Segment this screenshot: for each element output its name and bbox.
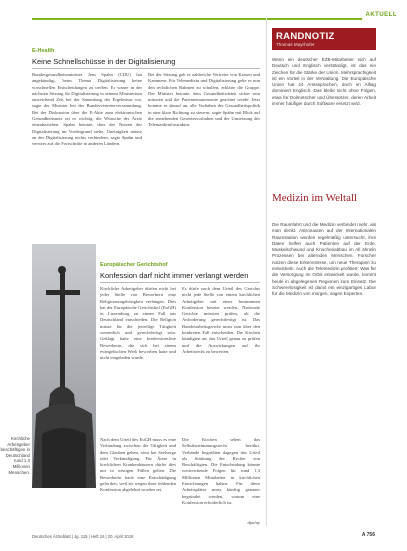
article2-kicker: Europäischer Gerichtshof [100, 262, 168, 268]
page-number: A 756 [361, 532, 375, 538]
randnotiz-box [272, 28, 376, 50]
article2-bottom-column-2: Die Kirchen sehen das Selbstbestimmungsrecht berührt. Verbände begrüßten dagegen das Urteil als Stärkung der Rechte von Beschäftigten. Die Entscheidung könnte weitreichende Folgen für rund 1,3 Millionen Mitarbeiter in kirchlichen Einrichtungen haben. Für diese Arbeitsplätze muss künftig genauer begründet werden, warum eine Konfession erforderlich ist. [182, 437, 260, 505]
article1-column-2: Bei der Sitzung gab es zahlreiche Vertreter von Kassen und Kammern. Für Telemedizin und Digitalisierung gelte es nun den rechtlichen Rahmen zu schaffen, erklärte die Gruppe. Der Minister betonte, dass Gesundheitsdaten sicher sein müssten und die Patientenautonomie geachtet werde. Jetzt komme es darauf an, alle Vorhaben der Gesundheitspolitik in eine klare Richtung zu steuern, sagte Spahn mit Blick auf die anstehenden Gesetzesvorhaben und die Umsetzung der Telematikinfrastruktur. [148, 72, 260, 128]
sidebar-article-body: Die Raumfahrt und die Medizin verbindet mehr, als man denkt. Astronauten auf der Internationalen Raumstation werden regelmäßig untersucht, ihre Daten helfen auch Patienten auf der Erde. Muskelschwund und Knochenabbau im All ähneln Prozessen bei alternden Menschen. Forscher nutzen diese Erkenntnisse, um neue Therapien zu entwickeln. Auch die Telemedizin profitiert: Was für die Versorgung im Orbit entwickelt wurde, kommt heute in abgelegenen Regionen zum Einsatz. Die Schwerelosigkeit ist damit ein einzigartiges Labor für die Medizin von morgen, sagen Experten. [272, 222, 376, 297]
article2-byline: dpa/ay [247, 520, 260, 525]
article2-bottom-column-1: Nach dem Urteil des EuGH muss es eine Verbindung zwischen der Tätigkeit und dem Glauben geben, etwa bei Seelsorge oder Verkündigung. Für Ärzte in kirchlichen Krankenhäusern dürfte dies nur in wenigen Fällen gelten. Die Bewerberin hatte eine Entschädigung gefordert, weil sie wegen ihrer fehlenden Konfession abgelehnt worden sei. [100, 437, 176, 493]
footer-journal: Deutsches Ärzteblatt | Jg. 115 | Heft 16 | 20. April 2018 [32, 534, 134, 539]
article2-rule [100, 282, 260, 283]
randnotiz-body: Wenn ein deutscher EZB-Mitarbeiter sich auf Deutsch und Englisch verständigt, ist das ein Zeichen für die Stärke der Union. Mehrsprachigkeit ist ein Vorteil in der Verwaltung. Die Europäische Union hat 24 Amtssprachen, doch im Alltag dominiert Englisch. Das bleibt nicht ohne Folgen, etwa für Dolmetscher und Übersetzer, deren Arbeit immer häufiger durch Software ersetzt wird. [272, 57, 376, 107]
article1-rule [32, 68, 260, 69]
randnotiz-author: Thomas Mayrhofer [276, 42, 315, 47]
article1-headline[interactable]: Keine Schnellschüsse in der Digitalisierung [32, 57, 176, 66]
article2-headline[interactable]: Konfession darf nicht immer verlangt werden [100, 271, 249, 280]
article1-column-1: Bundesgesundheitsminister Jens Spahn (CDU) hat angekündigt, beim Thema Digitalisierung keine vorschnellen Entscheidungen zu treffen. Er warne in der nächsten Sitzung für Digitalisierung in seinem Ministerium ausreichend Zeit bei der Sammlung der Ergebnisse vor, sagte der Minister bei der Bundesvertreterversammlung. Bei der Diskussion über die E-Akte zum elektronischen Gesundheitsnetz sei es wichtig, die Wünsche der Ärzte einzubeziehen. Spahn betonte, dass der Nutzen der Digitalisierung im Vordergrund stehe. Uneinigkeit müsse an der Digitalisierung nichts verhindern, sagte Spahn und verwies auf die Fortschritte in anderen Ländern. [32, 72, 142, 147]
sidebar-divider [266, 18, 267, 526]
church-cross-image [32, 244, 96, 488]
church-cross-photo [32, 244, 96, 488]
section-label: AKTUELL [365, 12, 397, 18]
randnotiz-title: RANDNOTIZ [276, 31, 335, 42]
photo-caption: Kirchliche Arbeitgeber beschäftigen in Deutschland rund 1,3 Millionen Menschen. [0, 436, 30, 475]
article2-column-1: Kirchliche Arbeitgeber dürfen nicht bei jeder Stelle von Bewerbern eine Religionszugehörigkeit verlangen. Dies hat der Europäische Gerichtshof (EuGH) in Luxemburg zu einem Fall aus Deutschland entschieden. Die Religion müsse für die jeweilige Tätigkeit wesentlich und gerechtfertigt sein. Geklagt hatte eine konfessionslose Bewerberin, die sich bei einem evangelischen Werk beworben hatte und nicht eingeladen wurde. [100, 286, 176, 361]
header-rule [32, 18, 362, 20]
article2-column-2: Es dürfe nach dem Urteil des Gerichts nicht jede Stelle von einem kirchlichen Arbeitgeber mit einer bestimmten Konfession besetzt werden. Nationale Gerichte müssten prüfen, ob die Anforderung gerechtfertigt ist. Das Bundesarbeitsgericht muss nun über den konkreten Fall entscheiden. Die Kirchen kündigten an, das Urteil genau zu prüfen und die Auswirkungen auf ihr Arbeitsrecht zu bewerten. [182, 286, 260, 354]
sidebar-headline[interactable]: Medizin im Weltall [272, 192, 358, 204]
article1-kicker: E-Health [32, 48, 55, 54]
